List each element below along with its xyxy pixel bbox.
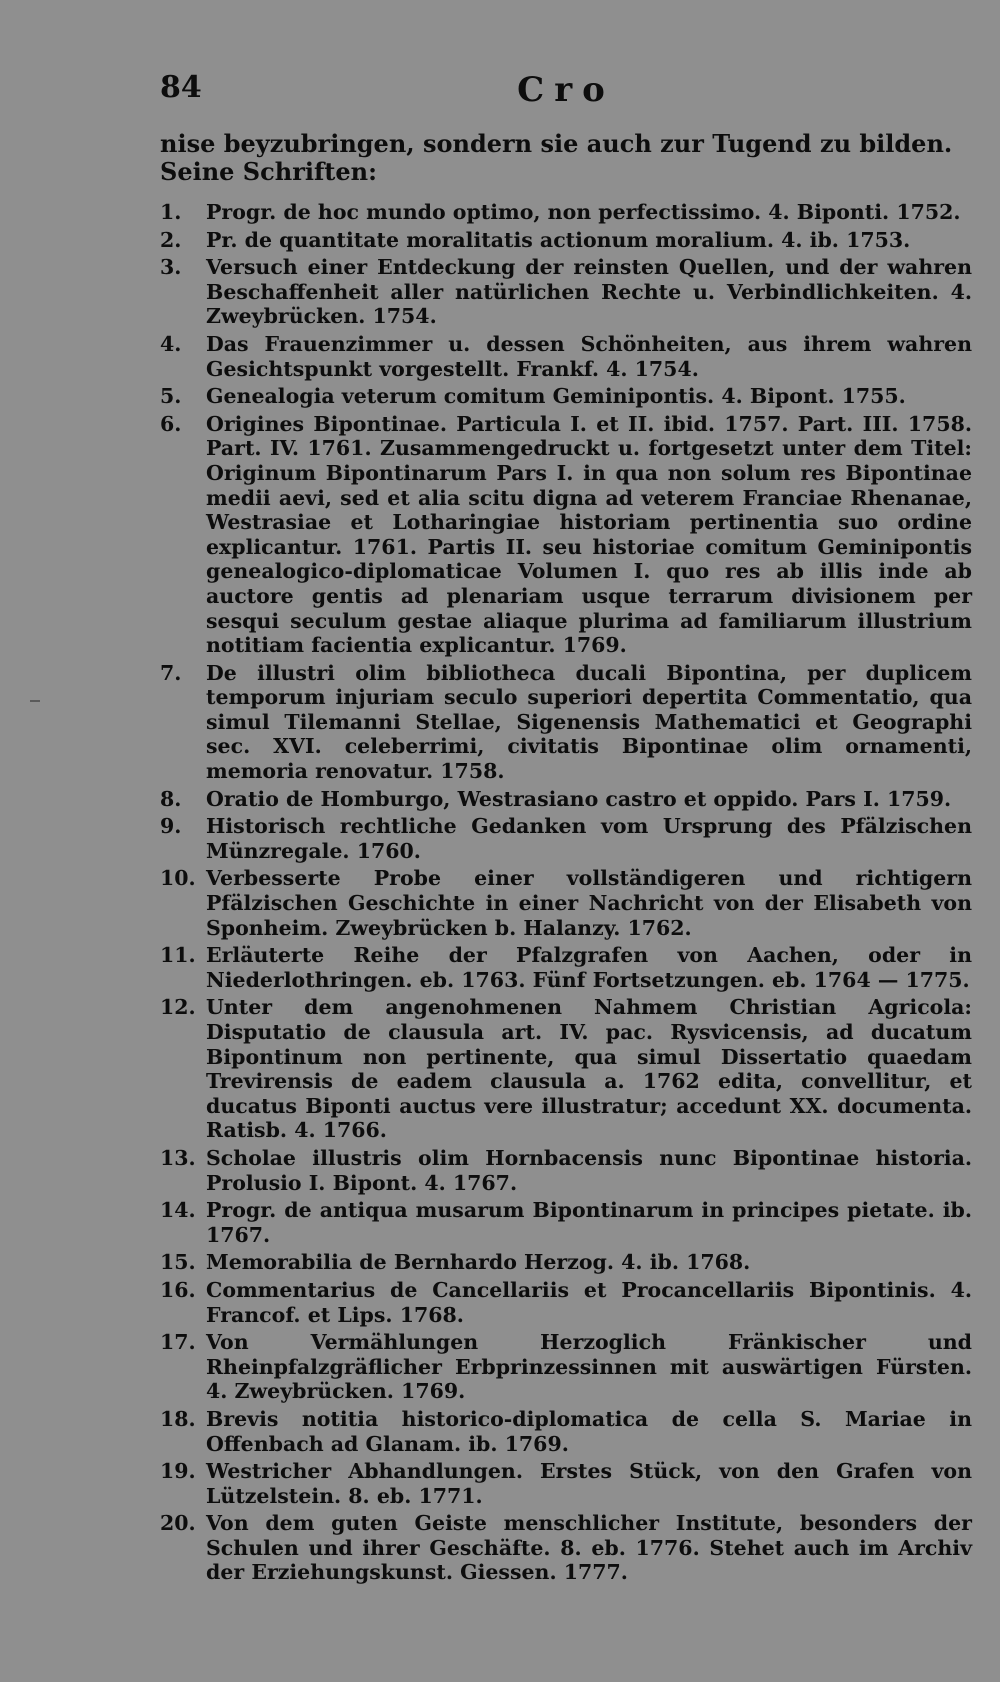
entry-number: 2.	[160, 227, 182, 252]
list-item	[160, 1407, 972, 1456]
entry-number: 11.	[160, 943, 196, 968]
entry-text: Progr. de antiqua musarum Bipontinarum in principes pietate. ib. 1767.	[206, 1198, 972, 1247]
entry-number: 20.	[160, 1511, 196, 1536]
entry-text: Memorabilia de Bernhardo Herzog. 4. ib. 1768.	[206, 1250, 751, 1275]
entry-text: Brevis notitia historico-diplomatica de cella S. Mariae in Offenbach ad Glanam. ib. 1769.	[206, 1406, 972, 1456]
entry-text: Westricher Abhandlungen. Erstes Stück, von den Grafen von Lützelstein. 8. eb. 1771.	[206, 1459, 972, 1508]
entry-number: 5.	[160, 384, 182, 409]
page-header	[160, 70, 972, 122]
entry-number: 15.	[160, 1250, 196, 1275]
entry-text: Von Vermählungen Herzoglich Fränkischer und Rheinpfalzgräflicher Erbprinzessinnen mit auswärtigen Fürsten. 4. Zweybrücken. 1769.	[206, 1330, 972, 1404]
intro-text	[160, 130, 972, 186]
list-item	[160, 1146, 972, 1195]
entry-text: Scholae illustris olim Hornbacensis nunc Bipontinae historia. Prolusio I. Bipont. 4. 1767.	[206, 1145, 972, 1195]
list-item	[160, 1250, 972, 1275]
bibliography-list	[160, 200, 972, 1585]
entry-number: 9.	[160, 814, 182, 839]
entry-number: 6.	[160, 411, 182, 436]
entry-text: Genealogia veterum comitum Geminipontis. 4. Bipont. 1755.	[206, 384, 906, 409]
list-item	[160, 787, 972, 812]
list-item	[160, 866, 972, 940]
list-item	[160, 384, 972, 409]
entry-number: 13.	[160, 1145, 196, 1170]
entry-text: Historisch rechtliche Gedanken vom Ursprung des Pfälzischen Münzregale. 1760.	[206, 814, 972, 863]
entry-number: 14.	[160, 1198, 196, 1223]
entry-text: Progr. de hoc mundo optimo, non perfectissimo. 4. Biponti. 1752.	[206, 200, 961, 224]
entry-text: Verbesserte Probe einer vollständigeren und richtigern Pfälzischen Geschichte in einer Nachricht von der Elisabeth von Sponheim. Zweybrücken b. Halanzy. 1762.	[206, 866, 972, 940]
entry-number: 18.	[160, 1406, 196, 1431]
entry-number: 10.	[160, 866, 196, 891]
entry-number: 4.	[160, 331, 182, 356]
list-item	[160, 412, 972, 658]
entry-text: Origines Bipontinae. Particula I. et II. ibid. 1757. Part. III. 1758. Part. IV. 1761. Zusammengedruckt u. fortgesetzt unter dem Titel: Originum Bipontinarum Pars I. in qua non solum res Bipontinae medii aevi, sed et alia scitu digna ad veterem Franciae Rhenanae, Westrasiae et Lotharingiae historiam pertinentia suo ordine explicantur. 1761. Partis II. seu historiae comitum Geminipontis genealogico-diplomaticae Volumen I. quo res ab illis inde ab auctore gentis ad plenariam usque terrarum divisionem per sesqui seculum gestae aliaque plurima ad familiarum illustrium notitiam facientia explicantur. 1769.	[206, 411, 972, 658]
margin-mark	[30, 700, 40, 702]
entry-number: 12.	[160, 995, 196, 1020]
list-item	[160, 661, 972, 784]
entry-text: Oratio de Homburgo, Westrasiano castro et oppido. Pars I. 1759.	[206, 786, 952, 811]
list-item	[160, 255, 972, 329]
entry-number: 3.	[160, 255, 182, 280]
intro-line: Seine Schriften:	[160, 157, 377, 186]
entry-text: Von dem guten Geiste menschlicher Institute, besonders der Schulen und ihrer Geschäfte. 8. eb. 1776. Stehet auch im Archiv der Erziehungskunst. Giessen. 1777.	[206, 1511, 972, 1585]
list-item	[160, 1511, 972, 1585]
entry-text: Erläuterte Reihe der Pfalzgrafen von Aachen, oder in Niederlothringen. eb. 1763. Fünf Fortsetzungen. eb. 1764 — 1775.	[206, 943, 972, 992]
intro-line: nise beyzubringen, sondern sie auch zur Tugend zu bilden.	[160, 129, 953, 158]
entry-text: Commentarius de Cancellariis et Procancellariis Bipontinis. 4. Francof. et Lips. 1768.	[206, 1277, 972, 1327]
entry-text: Das Frauenzimmer u. dessen Schönheiten, aus ihrem wahren Gesichtspunkt vorgestellt. Frankf. 4. 1754.	[206, 331, 972, 381]
entry-number: 1.	[160, 200, 182, 224]
entry-text: Versuch einer Entdeckung der reinsten Quellen, und der wahren Beschaffenheit aller natürlichen Rechte u. Verbindlichkeiten. 4. Zweybrücken. 1754.	[206, 255, 972, 329]
list-item	[160, 995, 972, 1143]
entry-number: 8.	[160, 786, 182, 811]
entry-number: 16.	[160, 1277, 196, 1302]
running-head: Cro	[517, 70, 615, 110]
list-item	[160, 228, 972, 253]
page-number: 84	[160, 70, 202, 105]
entry-number: 19.	[160, 1459, 196, 1484]
list-item	[160, 1459, 972, 1508]
list-item	[160, 1198, 972, 1247]
list-item	[160, 814, 972, 863]
entry-text: Unter dem angenohmenen Nahmem Christian Agricola: Disputatio de clausula art. IV. pac. Rysvicensis, ad ducatum Bipontinum non pertinente, qua simul Dissertatio quaedam Trevirensis de eadem clausula a. 1762 edita, convellitur, et ducatus Biponti auctus vere illustratur; accedunt XX. documenta. Ratisb. 4. 1766.	[206, 995, 972, 1143]
list-item	[160, 332, 972, 381]
list-item	[160, 1278, 972, 1327]
list-item	[160, 1330, 972, 1404]
entry-number: 17.	[160, 1330, 196, 1355]
list-item	[160, 943, 972, 992]
list-item	[160, 200, 972, 225]
entry-text: De illustri olim bibliotheca ducali Bipontina, per duplicem temporum injuriam seculo superiori depertita Commentatio, qua simul Tilemanni Stellae, Sigenensis Mathematici et Geographi sec. XVI. celeberrimi, civitatis Bipontinae olim ornamenti, memoria renovatur. 1758.	[206, 660, 972, 784]
entry-number: 7.	[160, 660, 182, 685]
entry-text: Pr. de quantitate moralitatis actionum moralium. 4. ib. 1753.	[206, 227, 911, 252]
